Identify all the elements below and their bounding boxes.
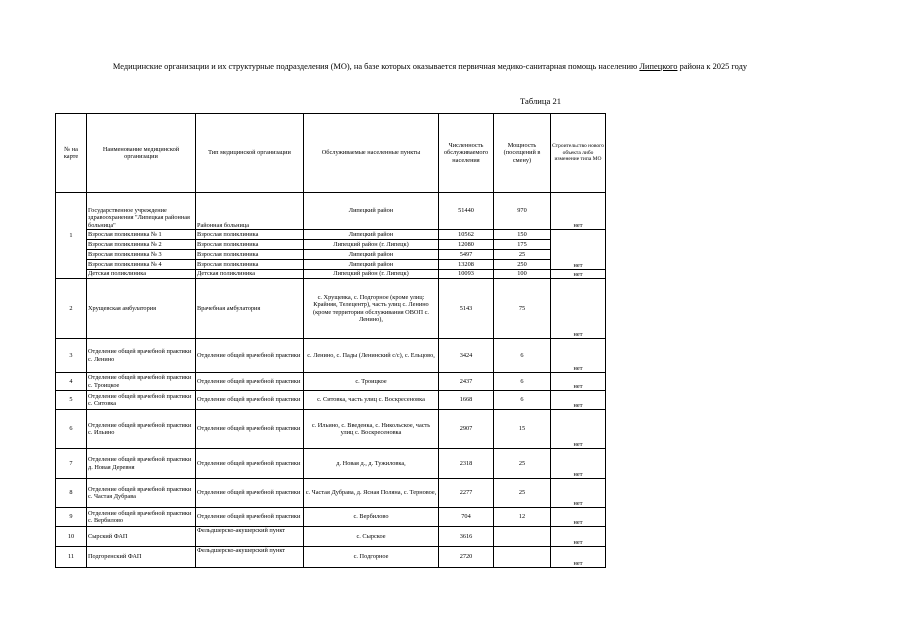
cell-population: 2318 — [439, 449, 494, 479]
cell-capacity: 6 — [494, 391, 551, 410]
cell-construction: нет — [551, 547, 606, 568]
cell-capacity: 25 — [494, 449, 551, 479]
cell-construction: нет — [551, 230, 606, 270]
cell-num: 6 — [56, 410, 87, 449]
cell-capacity: 175 — [494, 240, 551, 250]
cell-num: 3 — [56, 339, 87, 373]
table-row — [56, 230, 606, 240]
header-num: № на карте — [56, 114, 87, 193]
cell-construction: нет — [551, 527, 606, 547]
cell-num: 9 — [56, 508, 87, 527]
cell-type: Отделение общей врачебной практики — [196, 391, 304, 410]
organizations-table — [55, 113, 606, 568]
table-header-row — [56, 114, 606, 193]
cell-type: Фельдшерско-акушерский пункт — [196, 547, 304, 568]
cell-population: 3616 — [439, 527, 494, 547]
cell-capacity: 12 — [494, 508, 551, 527]
header-capacity: Мощность (посещений в смену) — [494, 114, 551, 193]
cell-capacity: 100 — [494, 270, 551, 279]
table-row — [56, 527, 606, 547]
cell-construction: нет — [551, 193, 606, 230]
header-construction: Строительство нового объекта либо изменение типа МО — [551, 114, 606, 193]
cell-capacity: 15 — [494, 410, 551, 449]
cell-population: 10093 — [439, 270, 494, 279]
cell-name: Взрослая поликлиника № 1 — [87, 230, 196, 240]
cell-type: Отделение общей врачебной практики — [196, 410, 304, 449]
cell-capacity: 250 — [494, 260, 551, 270]
table-row — [56, 250, 606, 260]
cell-name: Хрущевская амбулатория — [87, 279, 196, 339]
cell-type: Отделение общей врачебной практики — [196, 339, 304, 373]
cell-type: Детская поликлиника — [196, 270, 304, 279]
table-row — [56, 279, 606, 339]
cell-type: Отделение общей врачебной практики — [196, 449, 304, 479]
cell-name: Взрослая поликлиника № 4 — [87, 260, 196, 270]
cell-population: 2720 — [439, 547, 494, 568]
cell-name: Отделение общей врачебной практики с. Вербилово — [87, 508, 196, 527]
cell-num: 7 — [56, 449, 87, 479]
table-row — [56, 547, 606, 568]
cell-construction: нет — [551, 449, 606, 479]
cell-type: Районная больница — [196, 193, 304, 230]
cell-construction: нет — [551, 270, 606, 279]
cell-name: Отделение общей врачебной практики с. Ситовка — [87, 391, 196, 410]
title-underlined-text: Липецкого — [639, 62, 678, 71]
cell-name: Сырский ФАП — [87, 527, 196, 547]
table-row — [56, 508, 606, 527]
cell-population: 2277 — [439, 479, 494, 508]
cell-name: Отделение общей врачебной практики с. Ильино — [87, 410, 196, 449]
cell-population: 12080 — [439, 240, 494, 250]
title-text-pre: Медицинские организации и их структурные подразделения (МО), на базе которых оказывается первичная медико-санитарная помощь населению — [112, 62, 640, 71]
cell-name: Взрослая поликлиника № 2 — [87, 240, 196, 250]
cell-num: 5 — [56, 391, 87, 410]
cell-capacity: 150 — [494, 230, 551, 240]
cell-construction: нет — [551, 373, 606, 391]
table-row — [56, 410, 606, 449]
cell-type: Фельдшерско-акушерский пункт — [196, 527, 304, 547]
cell-name: Детская поликлиника — [87, 270, 196, 279]
cell-population: 704 — [439, 508, 494, 527]
cell-served: с. Троицкое — [304, 373, 439, 391]
table-row — [56, 339, 606, 373]
header-population: Численность обслуживаемого населения — [439, 114, 494, 193]
cell-population: 2907 — [439, 410, 494, 449]
cell-name: Отделение общей врачебной практики д. Новая Деревня — [87, 449, 196, 479]
cell-served: с. Вербилово — [304, 508, 439, 527]
table-row — [56, 391, 606, 410]
cell-served: с. Ильино, с. Введенка, с. Никольское, часть улиц с. Воскресеновка — [304, 410, 439, 449]
cell-served: с. Сырское — [304, 527, 439, 547]
cell-name: Взрослая поликлиника № 3 — [87, 250, 196, 260]
cell-capacity — [494, 547, 551, 568]
cell-name: Отделение общей врачебной практики с. Троицкое — [87, 373, 196, 391]
cell-type: Врачебная амбулатория — [196, 279, 304, 339]
header-served: Обслуживаемые населенные пункты — [304, 114, 439, 193]
cell-capacity: 25 — [494, 479, 551, 508]
table-row — [56, 240, 606, 250]
cell-type: Отделение общей врачебной практики — [196, 479, 304, 508]
table-row — [56, 270, 606, 279]
cell-construction: нет — [551, 410, 606, 449]
cell-population: 3424 — [439, 339, 494, 373]
cell-served: с. Частая Дубрава, д. Ясная Поляна, с. Терновое, — [304, 479, 439, 508]
table-label: Таблица 21 — [520, 96, 562, 106]
header-name: Наименование медицинской организации — [87, 114, 196, 193]
cell-construction: нет — [551, 339, 606, 373]
cell-type: Взрослая поликлиника — [196, 250, 304, 260]
title-text-post: района к 2025 году — [677, 62, 748, 71]
cell-population: 10562 — [439, 230, 494, 240]
cell-population: 51440 — [439, 193, 494, 230]
table-row — [56, 193, 606, 230]
table-row — [56, 479, 606, 508]
cell-capacity: 25 — [494, 250, 551, 260]
cell-type: Взрослая поликлиника — [196, 230, 304, 240]
cell-capacity: 6 — [494, 373, 551, 391]
cell-num: 4 — [56, 373, 87, 391]
cell-served: Липецкий район (г. Липецк) — [304, 240, 439, 250]
cell-served: Липецкий район — [304, 250, 439, 260]
cell-served: Липецкий район — [304, 260, 439, 270]
cell-served: Липецкий район (г. Липецк) — [304, 270, 439, 279]
cell-capacity: 970 — [494, 193, 551, 230]
cell-population: 13208 — [439, 260, 494, 270]
cell-construction: нет — [551, 279, 606, 339]
cell-type: Отделение общей врачебной практики — [196, 373, 304, 391]
table-row — [56, 373, 606, 391]
cell-capacity: 75 — [494, 279, 551, 339]
cell-capacity: 6 — [494, 339, 551, 373]
table-row — [56, 260, 606, 270]
cell-num: 2 — [56, 279, 87, 339]
cell-served: с. Ленино, с. Пады (Ленинский с/с), с. Ельцово, — [304, 339, 439, 373]
header-type: Тип медицинской организации — [196, 114, 304, 193]
cell-num: 1 — [56, 193, 87, 279]
cell-construction: нет — [551, 508, 606, 527]
cell-type: Отделение общей врачебной практики — [196, 508, 304, 527]
cell-served: д. Новая д., д. Тужиловка, — [304, 449, 439, 479]
table-row — [56, 449, 606, 479]
cell-type: Взрослая поликлиника — [196, 260, 304, 270]
cell-name: Государственное учреждение здравоохранения "Липецкая районная больница" — [87, 193, 196, 230]
cell-served: с. Хрущевка, с. Подгорное (кроме улиц: Крайняя, Телецентр), часть улиц с. Ленино (кроме территории обслуживания ОВОП с. Ленино), — [304, 279, 439, 339]
cell-name: Отделение общей врачебной практики с. Частая Дубрава — [87, 479, 196, 508]
cell-population: 1668 — [439, 391, 494, 410]
cell-served: Липецкий район — [304, 230, 439, 240]
cell-population: 5497 — [439, 250, 494, 260]
cell-construction: нет — [551, 479, 606, 508]
cell-name: Подгоренский ФАП — [87, 547, 196, 568]
cell-capacity — [494, 527, 551, 547]
cell-served: с. Ситовка, часть улиц с. Воскресеновка — [304, 391, 439, 410]
cell-num: 11 — [56, 547, 87, 568]
cell-name: Отделение общей врачебной практики с. Ленино — [87, 339, 196, 373]
cell-type: Взрослая поликлиника — [196, 240, 304, 250]
cell-population: 5143 — [439, 279, 494, 339]
cell-num: 10 — [56, 527, 87, 547]
cell-served: Липецкий район — [304, 193, 439, 230]
cell-population: 2437 — [439, 373, 494, 391]
document-title — [40, 61, 820, 73]
cell-served: с. Подгорное — [304, 547, 439, 568]
cell-construction: нет — [551, 391, 606, 410]
cell-num: 8 — [56, 479, 87, 508]
